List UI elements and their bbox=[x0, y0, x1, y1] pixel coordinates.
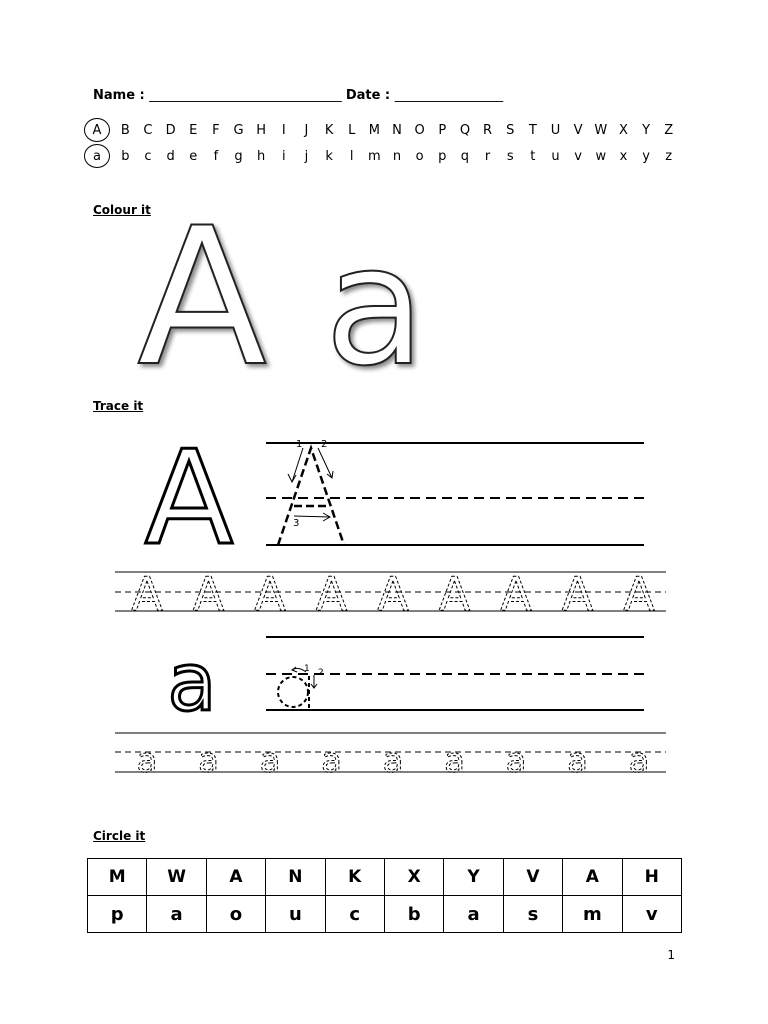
practice-lower-letter: a bbox=[136, 741, 158, 781]
grid-cell[interactable]: H bbox=[622, 859, 681, 896]
lower-practice-letters bbox=[137, 741, 650, 781]
upper-letter-J: J bbox=[304, 122, 309, 138]
grid-cell[interactable]: A bbox=[206, 859, 265, 896]
lower-letter-j: j bbox=[304, 148, 309, 164]
lower-letter-s: s bbox=[506, 148, 514, 164]
grid-cell[interactable]: N bbox=[266, 859, 325, 896]
upper-letter-N: N bbox=[392, 122, 402, 138]
upper-letter-W: W bbox=[594, 122, 608, 138]
upper-letter-I: I bbox=[281, 122, 286, 138]
colour-it-letters bbox=[120, 215, 460, 380]
stroke-number-2: 2 bbox=[321, 439, 328, 450]
dashed-upper-guide bbox=[278, 448, 344, 545]
trace-area bbox=[0, 420, 768, 790]
upper-letter-E: E bbox=[189, 122, 198, 138]
upper-letter-A: A bbox=[84, 118, 110, 142]
grid-cell[interactable]: m bbox=[563, 896, 622, 933]
upper-letter-B: B bbox=[120, 122, 130, 138]
lower-letter-f: f bbox=[213, 148, 219, 164]
upper-letter-D: D bbox=[165, 122, 176, 138]
grid-cell[interactable]: v bbox=[622, 896, 681, 933]
upper-letter-Q: Q bbox=[459, 122, 471, 138]
lower-letter-l: l bbox=[349, 148, 354, 164]
grid-cell[interactable]: a bbox=[147, 896, 206, 933]
practice-lower-letter: a bbox=[382, 741, 404, 781]
lower-letter-n: n bbox=[392, 148, 402, 164]
dashed-lower-guide bbox=[278, 676, 309, 709]
grid-cell[interactable]: s bbox=[503, 896, 562, 933]
lower-letter-x: x bbox=[619, 148, 628, 164]
upper-letter-U: U bbox=[550, 122, 561, 138]
name-field[interactable]: ________________________________ bbox=[149, 88, 342, 103]
upper-letter-T: T bbox=[528, 122, 537, 138]
lower-letter-z: z bbox=[665, 148, 673, 164]
grid-cell[interactable]: Y bbox=[444, 859, 503, 896]
practice-lower-letter: a bbox=[321, 741, 342, 781]
upper-letter-L: L bbox=[348, 122, 356, 138]
grid-cell[interactable]: X bbox=[384, 859, 443, 896]
lower-letter-y: y bbox=[642, 148, 650, 164]
upper-letter-M: M bbox=[368, 122, 380, 138]
stroke-number-3: 3 bbox=[293, 518, 300, 529]
upper-letter-P: P bbox=[438, 122, 447, 138]
name-label: Name : bbox=[93, 88, 145, 103]
lowercase-alphabet-row bbox=[84, 145, 680, 167]
colour-upper-letter: A bbox=[137, 215, 267, 380]
practice-upper-letter: A bbox=[315, 567, 348, 621]
lower-letter-k: k bbox=[325, 148, 333, 164]
grid-cell[interactable]: u bbox=[266, 896, 325, 933]
grid-cell[interactable]: M bbox=[88, 859, 147, 896]
lower-letter-i: i bbox=[281, 148, 286, 164]
upper-letter-C: C bbox=[143, 122, 153, 138]
grid-cell[interactable]: a bbox=[444, 896, 503, 933]
stroke-number-lower-1: 1 bbox=[304, 664, 310, 674]
upper-letter-X: X bbox=[618, 122, 628, 138]
lower-letter-e: e bbox=[189, 148, 198, 164]
upper-letter-H: H bbox=[256, 122, 267, 138]
grid-cell[interactable]: p bbox=[88, 896, 147, 933]
stroke-arrows-upper bbox=[288, 448, 333, 521]
colour-it-heading: Colour it bbox=[93, 203, 151, 217]
lower-letter-b: b bbox=[121, 148, 130, 164]
upper-letter-Y: Y bbox=[642, 122, 651, 138]
stroke-number-1: 1 bbox=[296, 439, 303, 450]
date-label: Date : bbox=[345, 88, 391, 103]
practice-upper-letter: A bbox=[438, 567, 471, 621]
practice-lower-letter: a bbox=[505, 741, 527, 781]
practice-lower-letter: a bbox=[259, 741, 281, 781]
upper-letter-S: S bbox=[506, 122, 515, 138]
date-field[interactable]: __________________ bbox=[394, 88, 503, 103]
practice-lower-letter: a bbox=[628, 741, 650, 781]
lower-letter-r: r bbox=[484, 148, 491, 164]
grid-cell[interactable]: c bbox=[325, 896, 384, 933]
upper-letter-R: R bbox=[483, 122, 493, 138]
practice-upper-letter: A bbox=[377, 567, 409, 621]
name-date-line bbox=[93, 88, 503, 103]
grid-upper-row bbox=[88, 859, 682, 896]
lower-letter-w: w bbox=[595, 148, 607, 164]
lower-letter-c: c bbox=[144, 148, 152, 164]
practice-upper-letter: A bbox=[131, 567, 163, 621]
trace-model-lower: a bbox=[167, 636, 217, 729]
upper-letter-F: F bbox=[212, 122, 220, 138]
grid-cell[interactable]: W bbox=[147, 859, 206, 896]
upper-letter-O: O bbox=[414, 122, 425, 138]
colour-lower-letter: a bbox=[324, 215, 426, 380]
grid-cell[interactable]: V bbox=[503, 859, 562, 896]
stroke-number-lower-2: 2 bbox=[318, 668, 324, 678]
practice-upper-letter: A bbox=[254, 567, 286, 621]
grid-cell[interactable]: o bbox=[206, 896, 265, 933]
practice-upper-letter: A bbox=[192, 567, 225, 621]
upper-letter-Z: Z bbox=[664, 122, 674, 138]
circle-it-heading: Circle it bbox=[93, 829, 146, 843]
lower-letter-q: q bbox=[460, 148, 470, 164]
grid-cell[interactable]: b bbox=[384, 896, 443, 933]
grid-cell[interactable]: A bbox=[563, 859, 622, 896]
grid-cell[interactable]: K bbox=[325, 859, 384, 896]
practice-lower-letter: a bbox=[567, 741, 588, 781]
practice-lower-letter: a bbox=[444, 741, 465, 781]
lower-letter-o: o bbox=[415, 148, 424, 164]
grid-lower-row bbox=[88, 896, 682, 933]
lower-letter-u: u bbox=[551, 148, 560, 164]
upper-practice-letters bbox=[131, 567, 655, 621]
trace-it-heading: Trace it bbox=[93, 399, 144, 413]
page-number: 1 bbox=[667, 948, 675, 962]
lower-letter-d: d bbox=[166, 148, 175, 164]
circle-it-grid bbox=[87, 858, 682, 933]
lower-letter-h: h bbox=[257, 148, 266, 164]
lower-letter-v: v bbox=[574, 148, 582, 164]
practice-upper-letter: A bbox=[561, 567, 594, 621]
lower-letter-t: t bbox=[530, 148, 536, 164]
practice-lower-letter: a bbox=[198, 741, 219, 781]
upper-letter-V: V bbox=[573, 122, 583, 138]
upper-letter-K: K bbox=[324, 122, 334, 138]
practice-upper-letter: A bbox=[500, 567, 532, 621]
lower-letter-p: p bbox=[438, 148, 447, 164]
lower-letter-m: m bbox=[368, 148, 381, 164]
practice-upper-letter: A bbox=[623, 567, 655, 621]
uppercase-alphabet-row bbox=[84, 119, 680, 141]
trace-model-upper: A bbox=[144, 422, 234, 574]
upper-letter-G: G bbox=[233, 122, 244, 138]
lower-letter-a: a bbox=[84, 144, 110, 168]
lower-letter-g: g bbox=[234, 148, 243, 164]
